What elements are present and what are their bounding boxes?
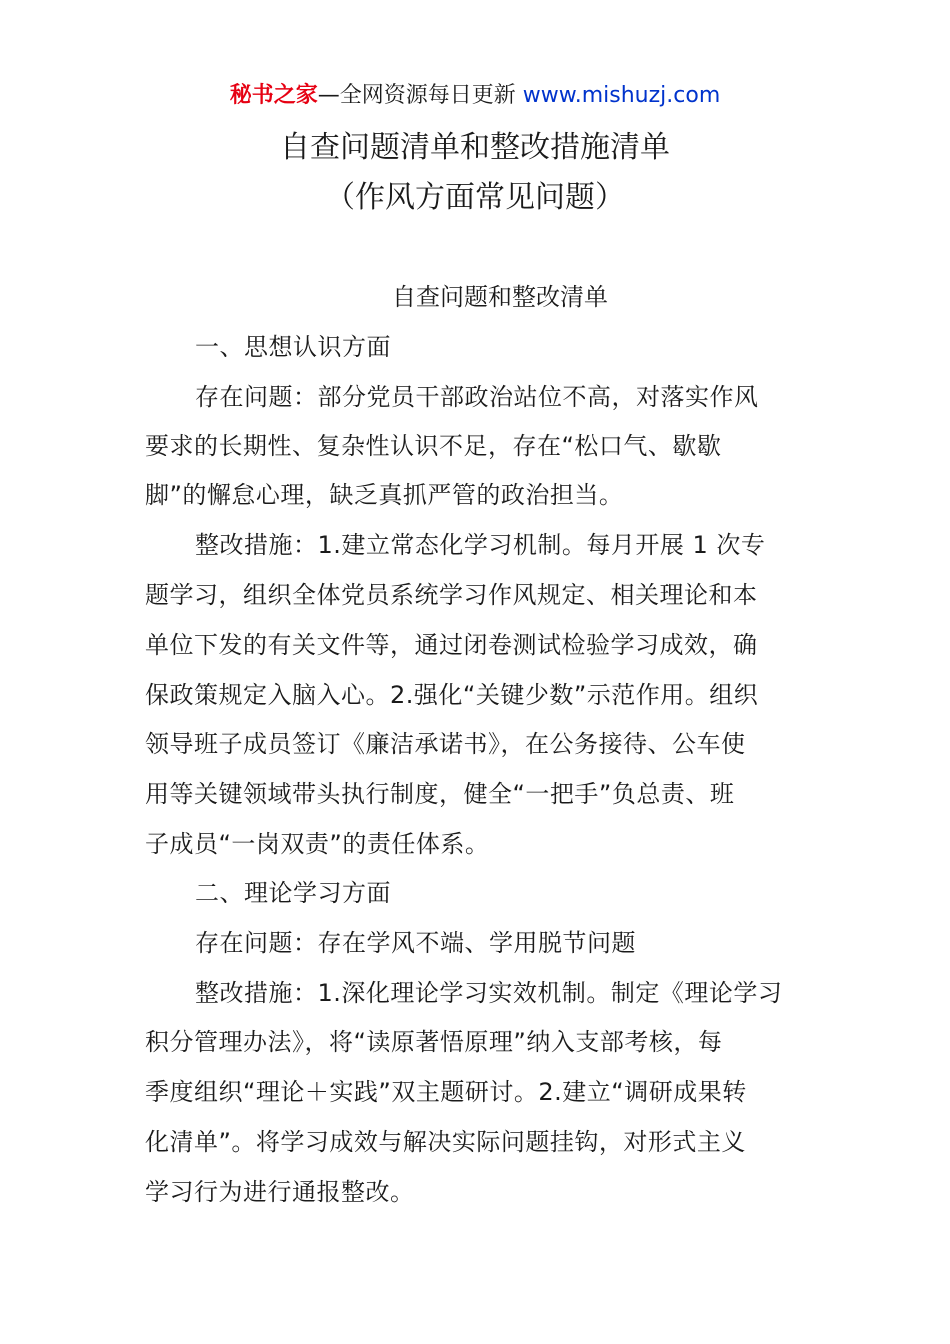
paragraph-line: 学习行为进行通报整改。: [145, 1178, 415, 1206]
paragraph-line: 积分管理办法》，将“读原著悟原理”纳入支部考核，每: [145, 1028, 723, 1056]
section-heading-1: 一、思想认识方面: [195, 333, 391, 361]
paragraph-line: 子成员“一岗双责”的责任体系。: [145, 830, 490, 858]
paragraph-line: 存在问题：部分党员干部政治站位不高，对落实作风: [195, 383, 759, 411]
paragraph-line: 题学习，组织全体党员系统学习作风规定、相关理论和本: [145, 581, 758, 609]
paragraph-line: 脚”的懈怠心理，缺乏真抓严管的政治担当。: [145, 481, 624, 509]
paragraph-line: 领导班子成员签订《廉洁承诺书》，在公务接待、公车使: [145, 730, 746, 758]
paragraph-line: 保政策规定入脑入心。2.强化“关键少数”示范作用。组织: [145, 681, 759, 709]
document-title: 自查问题清单和整改措施清单: [280, 130, 670, 165]
header-tagline: —全网资源每日更新: [317, 83, 516, 108]
site-url-link[interactable]: www.mishuzj.com: [522, 83, 721, 108]
brand-name: 秘书之家: [229, 83, 318, 108]
paragraph-line: 存在问题：存在学风不端、学用脱节问题: [195, 929, 636, 957]
paragraph-line: 用等关键领域带头执行制度，健全“一把手”负总责、班: [145, 780, 735, 808]
paragraph-line: 化清单”。将学习成效与解决实际问题挂钩，对形式主义: [145, 1128, 746, 1156]
section-subtitle: 自查问题和整改清单: [392, 283, 608, 311]
site-header: [0, 80, 950, 112]
document-title-note: （作风方面常见问题）: [325, 180, 625, 215]
paragraph-line: 单位下发的有关文件等，通过闭卷测试检验学习成效，确: [145, 631, 758, 659]
section-heading-2: 二、理论学习方面: [195, 879, 391, 907]
paragraph-line: 要求的长期性、复杂性认识不足，存在“松口气、歇歇: [145, 432, 722, 460]
paragraph-line: 整改措施：1.建立常态化学习机制。每月开展 1 次专: [195, 531, 766, 559]
paragraph-line: 季度组织“理论＋实践”双主题研讨。2.建立“调研成果转: [145, 1078, 747, 1106]
paragraph-line: 整改措施：1.深化理论学习实效机制。制定《理论学习: [195, 979, 783, 1007]
